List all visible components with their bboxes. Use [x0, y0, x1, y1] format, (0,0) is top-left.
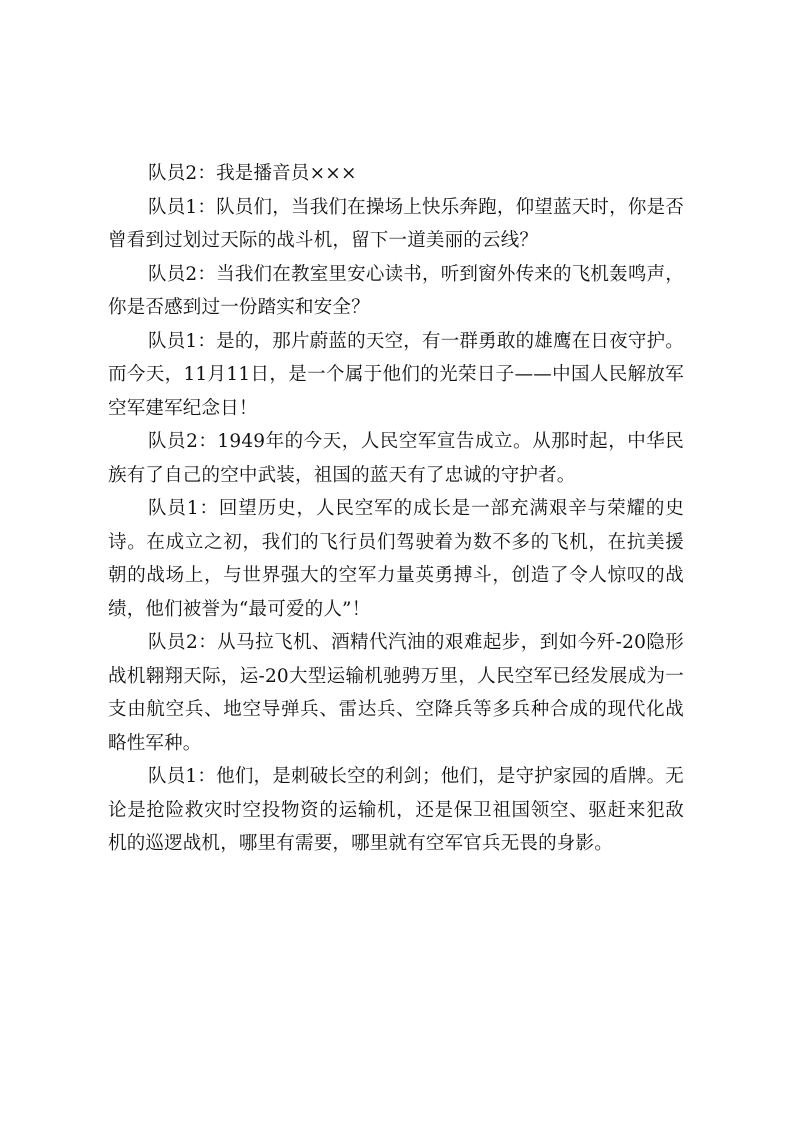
paragraph-6: 队员1：回望历史，人民空军的成长是一部充满艰辛与荣耀的史诗。在成立之初，我们的飞行员们驾驶着为数不多的飞机，在抗美援朝的战场上，与世界强大的空军力量英勇搏斗，创造了令人惊叹的战绩，他们被誉为“最可爱的人”！: [108, 498, 684, 620]
paragraph-7: 队员2：从马拉飞机、酒精代汽油的艰难起步，到如今歼-20隐形战机翱翔天际，运-20大型运输机驰骋万里，人民空军已经发展成为一支由航空兵、地空导弹兵、雷达兵、空降兵等多兵种合成的现代化战略性军种。: [108, 632, 684, 754]
paragraph-4: 队员1：是的，那片蔚蓝的天空，有一群勇敢的雄鹰在日夜守护。而今天，11月11日，是一个属于他们的光荣日子——中国人民解放军空军建军纪念日！: [108, 330, 684, 419]
paragraph-1: 队员2：我是播音员×××: [148, 163, 357, 184]
document-body: [108, 157, 684, 861]
paragraph-5: 队员2：1949年的今天，人民空军宣告成立。从那时起，中华民族有了自己的空中武装，祖国的蓝天有了忠诚的守护者。: [108, 431, 684, 486]
paragraph-2: 队员1：队员们，当我们在操场上快乐奔跑，仰望蓝天时，你是否曾看到过划过天际的战斗机，留下一道美丽的云线？: [108, 196, 684, 251]
paragraph-8: 队员1：他们，是刺破长空的利剑；他们，是守护家园的盾牌。无论是抢险救灾时空投物资的运输机，还是保卫祖国领空、驱赶来犯敌机的巡逻战机，哪里有需要，哪里就有空军官兵无畏的身影。: [108, 766, 684, 854]
paragraph-3: 队员2：当我们在教室里安心读书，听到窗外传来的飞机轰鸣声，你是否感到过一份踏实和安全？: [108, 263, 684, 318]
